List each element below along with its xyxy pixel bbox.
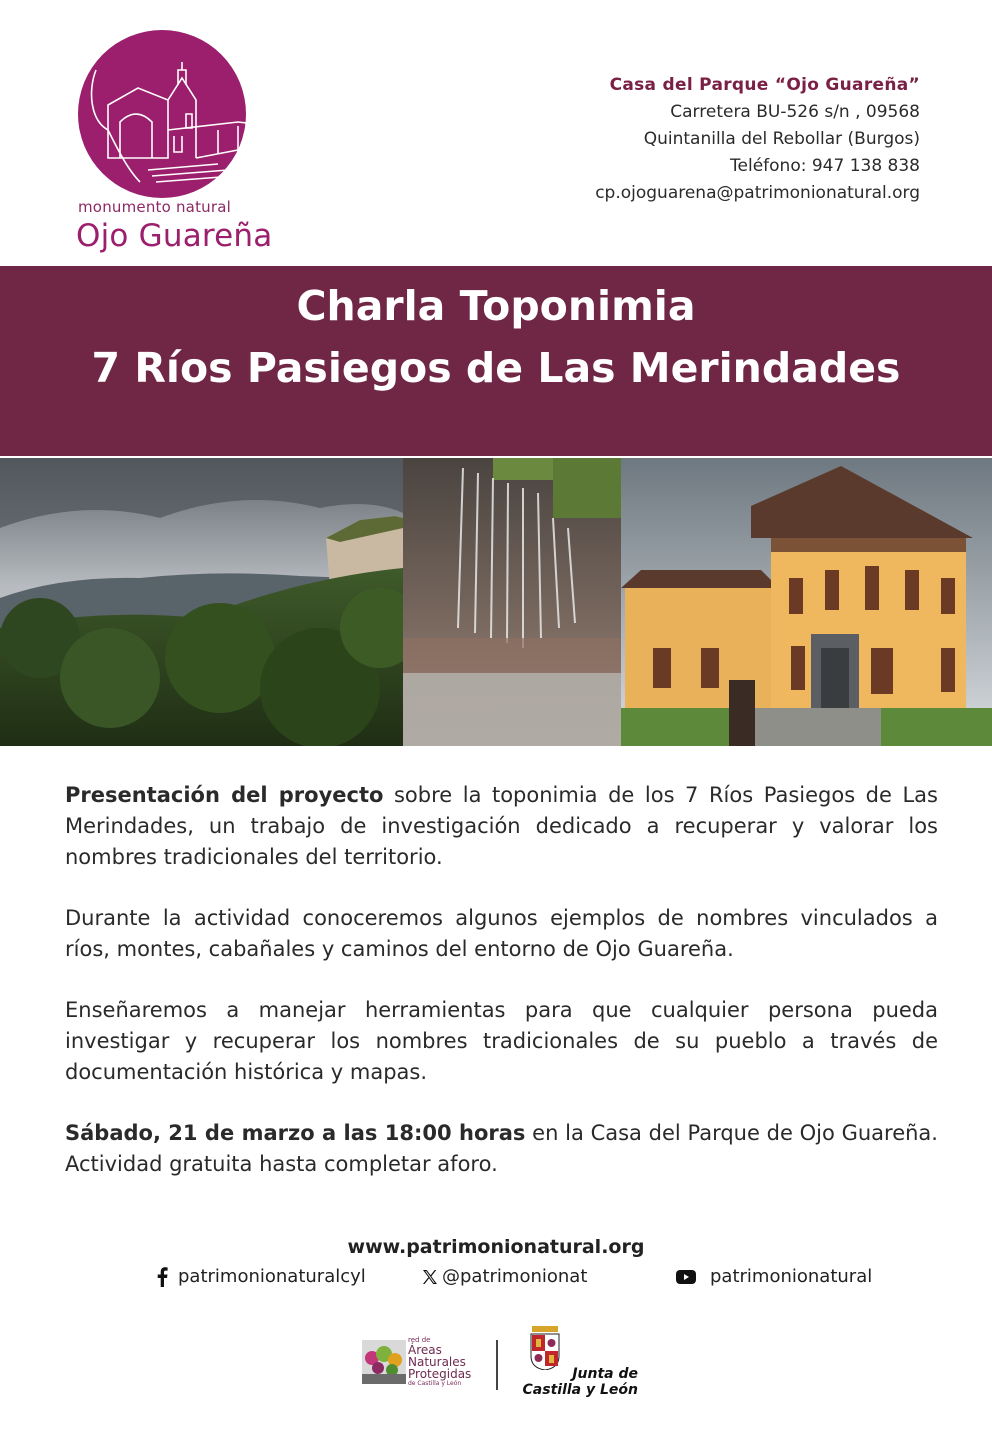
contact-phone: Teléfono: 947 138 838 [730, 156, 920, 176]
red-line4: de Castilla y León [408, 1380, 462, 1387]
red-line1: Áreas [408, 1343, 442, 1357]
junta-line1: Junta de [572, 1366, 638, 1382]
chapel-logo-icon [78, 30, 278, 200]
trees-icon [362, 1340, 406, 1384]
x-handle: @patrimonionat [442, 1266, 588, 1287]
junta-line2: Castilla y León [522, 1382, 638, 1398]
x-link[interactable] [422, 1266, 587, 1287]
website-link[interactable]: www.patrimonionatural.org [347, 1236, 645, 1258]
contact-address-line1: Carretera BU-526 s/n , 09568 [670, 102, 920, 122]
title-line1: Charla Toponimia [296, 282, 696, 330]
presentation-text: sobre la toponimia de los 7 Ríos Pasiegos de Las Merindades, un trabajo de investigación dedicado a recuperar y valorar los nombres tradicionales del territorio. [65, 783, 938, 869]
contact-block [500, 72, 920, 207]
youtube-handle: patrimonionatural [710, 1266, 873, 1287]
paragraph-date [65, 1118, 938, 1180]
coat-of-arms-icon [528, 1326, 562, 1370]
event-location: en la Casa del Parque de Ojo Guareña. Actividad gratuita hasta completar aforo. [65, 1121, 938, 1176]
red-line3: Protegidas [408, 1367, 472, 1381]
partner-logos [360, 1322, 640, 1400]
title-band [0, 266, 992, 456]
paragraph-tools: Enseñaremos a manejar herramientas para que cualquier persona pueda investigar y recuperar los nombres tradicionales de su pueblo a través de documentación histórica y mapas. [65, 998, 938, 1084]
facebook-handle: patrimonionaturalcyl [178, 1266, 366, 1287]
photo-strip [0, 458, 992, 746]
youtube-icon [676, 1270, 696, 1284]
youtube-link[interactable] [676, 1266, 872, 1287]
landscape-photo [0, 458, 403, 746]
junta-text [520, 1366, 638, 1398]
junta-castilla-leon-logo [520, 1326, 640, 1398]
logo-divider [496, 1340, 498, 1390]
red-line2: Naturales [408, 1355, 466, 1369]
facebook-link[interactable] [156, 1266, 366, 1287]
red-small: red de [408, 1336, 431, 1344]
event-description [65, 780, 938, 1210]
casa-del-parque-photo [621, 458, 992, 746]
social-links [0, 1266, 992, 1292]
paragraph-presentation [65, 780, 938, 873]
paragraph-activity: Durante la actividad conoceremos algunos ejemplos de nombres vinculados a ríos, montes, cabañales y caminos del entorno de Ojo Guareña. [65, 906, 938, 961]
red-areas-naturales-logo [362, 1336, 482, 1392]
contact-title: Casa del Parque “Ojo Guareña” [609, 75, 920, 95]
contact-address-line2: Quintanilla del Rebollar (Burgos) [643, 129, 920, 149]
event-datetime: Sábado, 21 de marzo a las 18:00 horas [65, 1121, 526, 1145]
facebook-icon [156, 1267, 168, 1287]
contact-email[interactable]: cp.ojoguarena@patrimonionatural.org [595, 183, 920, 203]
logo-ojo-guarena [70, 24, 300, 264]
title-line2: 7 Ríos Pasiegos de Las Merindades [91, 344, 901, 392]
red-areas-text [408, 1336, 471, 1388]
logo-title: Ojo Guareña [76, 218, 273, 254]
waterfall-photo [403, 458, 621, 746]
presentation-lead: Presentación del proyecto [65, 783, 384, 807]
logo-subtitle: monumento natural [78, 198, 231, 216]
x-icon [422, 1269, 438, 1285]
